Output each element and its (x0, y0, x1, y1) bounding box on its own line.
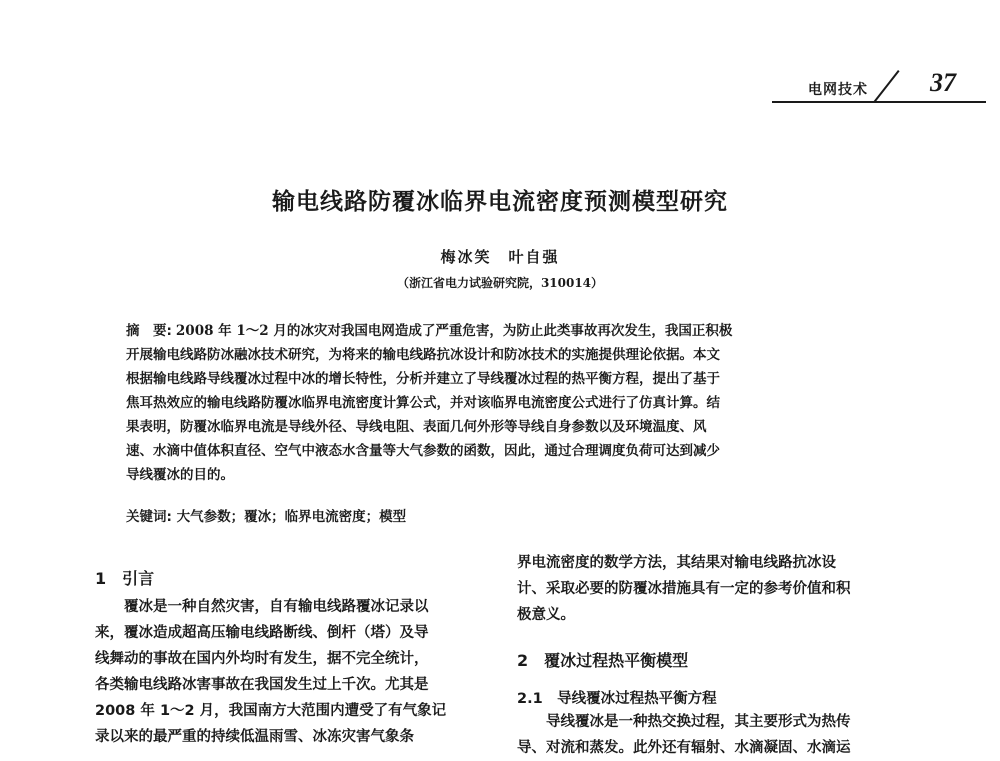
body-line: 录以来的最严重的持续低温雨雪、冰冻灾害气象条 (95, 729, 414, 745)
right-column-body (517, 550, 912, 628)
right-column-body-2 (517, 709, 912, 761)
body-line: 2008 年 1～2 月，我国南方大范围内遭受了有气象记 (95, 703, 447, 719)
authors: 梅冰笑 叶自强 (440, 248, 560, 266)
body-line: 极意义。 (517, 607, 575, 623)
abstract-line: 速、水滴中值体积直径、空气中液态水含量等大气参数的函数，因此，通过合理调度负荷可达到减少 (126, 443, 720, 459)
section-2-heading: 2 覆冰过程热平衡模型 (517, 651, 689, 670)
header-slash-divider (873, 70, 899, 103)
page-number: 37 (930, 68, 956, 97)
section-1-heading: 1 引言 (95, 569, 155, 588)
abstract-line: 导线覆冰的目的。 (126, 467, 234, 483)
body-line: 导、对流和蒸发。此外还有辐射、水滴凝固、水滴运 (517, 740, 851, 756)
left-column-body (95, 594, 490, 750)
abstract-line: 焦耳热效应的输电线路防覆冰临界电流密度计算公式，并对该临界电流密度公式进行了仿真计算。结 (126, 395, 720, 411)
section-2-1-heading: 2.1 导线覆冰过程热平衡方程 (517, 691, 717, 707)
running-header-section: 电网技术 (808, 82, 868, 98)
keywords (126, 505, 406, 525)
body-line: 各类输电线路冰害事故在我国发生过上千次。尤其是 (95, 677, 429, 693)
keywords-label: 关键词: (126, 509, 172, 525)
abstract-line (126, 319, 880, 343)
body-line: 计、采取必要的防覆冰措施具有一定的参考价值和积 (517, 581, 851, 597)
body-line: 导线覆冰是一种热交换过程，其主要形式为热传 (517, 714, 851, 730)
body-line: 线舞动的事故在国内外均时有发生，据不完全统计， (95, 651, 429, 667)
affiliation: （浙江省电力试验研究院，310014） (396, 276, 604, 290)
abstract-text: 2008 年 1～2 月的冰灾对我国电网造成了严重危害，为防止此类事故再次发生，我国正积极 (175, 323, 733, 339)
abstract-line: 果表明，防覆冰临界电流是导线外径、导线电阻、表面几何外形等导线自身参数以及环境温度、风 (126, 419, 707, 435)
abstract-line: 开展输电线路防冰融冰技术研究，为将来的输电线路抗冰设计和防冰技术的实施提供理论依据。本文 (126, 347, 720, 363)
paper-title: 输电线路防覆冰临界电流密度预测模型研究 (272, 188, 728, 215)
keywords-text: 大气参数；覆冰；临界电流密度；模型 (176, 509, 407, 525)
header-rule (772, 101, 986, 103)
body-line: 来，覆冰造成超高压输电线路断线、倒杆（塔）及导 (95, 625, 429, 641)
body-line: 界电流密度的数学方法，其结果对输电线路抗冰设 (517, 555, 836, 571)
abstract-line: 根据输电线路导线覆冰过程中冰的增长特性，分析并建立了导线覆冰过程的热平衡方程，提出了基于 (126, 371, 720, 387)
abstract-label: 摘 要: (126, 323, 172, 339)
abstract (126, 319, 880, 487)
body-line: 覆冰是一种自然灾害，自有输电线路覆冰记录以 (95, 599, 429, 615)
